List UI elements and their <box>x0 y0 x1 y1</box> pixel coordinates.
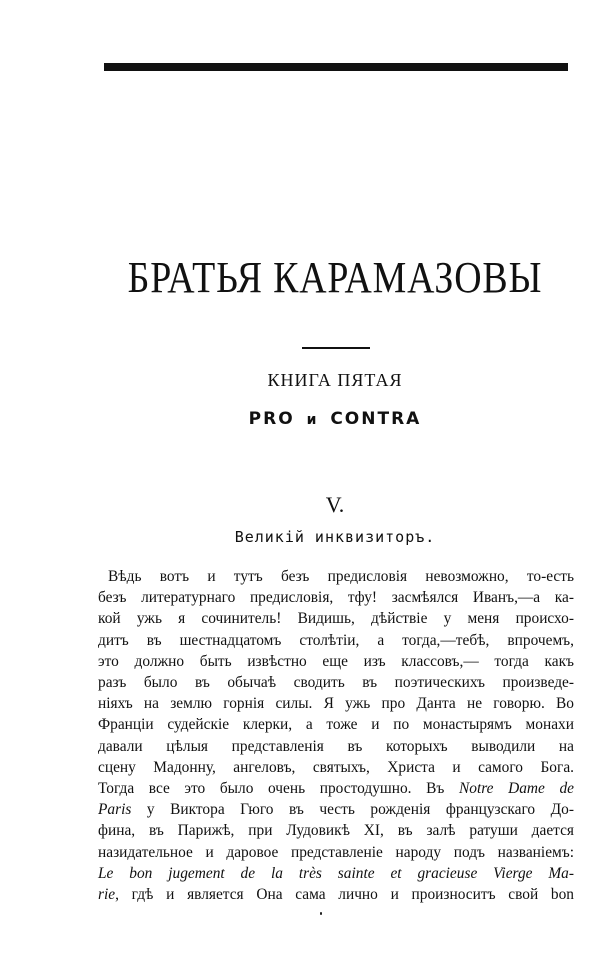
text-line: безъ литературнаго предисловія, тфу! засмѣялся Иванъ,—а ка- <box>98 589 574 607</box>
book-label: КНИГА ПЯТАЯ <box>267 370 403 390</box>
text-line: rie, гдѣ и является Она сама лично и произноситъ свой bon <box>98 886 574 904</box>
text-line: давали цѣлыя представленія въ которыхъ выводили на <box>98 737 574 755</box>
italic-text: Paris <box>98 801 132 819</box>
text-line: сцену Мадонну, ангеловъ, святыхъ, Христа и самого Бога. <box>98 758 574 776</box>
body-text <box>98 566 574 905</box>
title-text: БРАТЬЯ КАРАМАЗОВЫ <box>127 253 543 302</box>
text-line: разъ было въ обычаѣ сводить въ поэтическихъ произведе- <box>98 674 574 692</box>
part-contra: CONTRA <box>330 409 422 429</box>
scan-speck <box>320 912 322 915</box>
title-divider <box>302 347 370 349</box>
chapter-title: Великій инквизиторъ. <box>234 528 436 546</box>
part-title <box>70 409 600 429</box>
chapter-number: V. <box>325 492 345 517</box>
text-line: Paris у Виктора Гюго въ честь рожденія французскаго До- <box>98 801 574 819</box>
text-line: это должно быть извѣстно еще изъ классовъ,— тогда какъ <box>98 652 574 670</box>
page-title <box>47 252 563 303</box>
text-line: Франціи судейскіе клерки, а тоже и по монастырямъ монахи <box>98 716 574 734</box>
part-conj: и <box>306 412 319 428</box>
italic-text: Le bon jugement de la très sainte et gracieuse Vierge Ma- <box>98 864 574 882</box>
text-line: дитъ въ шестнадцатомъ столѣтіи, а тогда,—тебѣ, впрочемъ, <box>98 631 574 649</box>
part-pro: PRO <box>248 409 295 429</box>
italic-text: Notre Dame de <box>458 780 574 798</box>
italic-text: rie <box>98 886 116 904</box>
text-line: ніяхъ на землю горнія силы. Я ужь про Данта не говорю. Во <box>98 695 574 713</box>
text-line: Тогда все это было очень простодушно. Въ Notre Dame de <box>98 780 574 798</box>
text-line: Вѣдь вотъ и тутъ безъ предисловія невозможно, то-есть <box>108 568 574 585</box>
top-rule <box>104 63 568 71</box>
text-line: кой ужь я сочинитель! Видишь, дѣйствіе у меня происхо- <box>98 610 574 628</box>
text-line <box>98 863 574 884</box>
text-line: фина, въ Парижѣ, при Лудовикѣ XI, въ залѣ ратуши дается <box>98 822 574 840</box>
text-line: назидательное и даровое представленіе народу подъ названіемъ: <box>98 843 574 861</box>
